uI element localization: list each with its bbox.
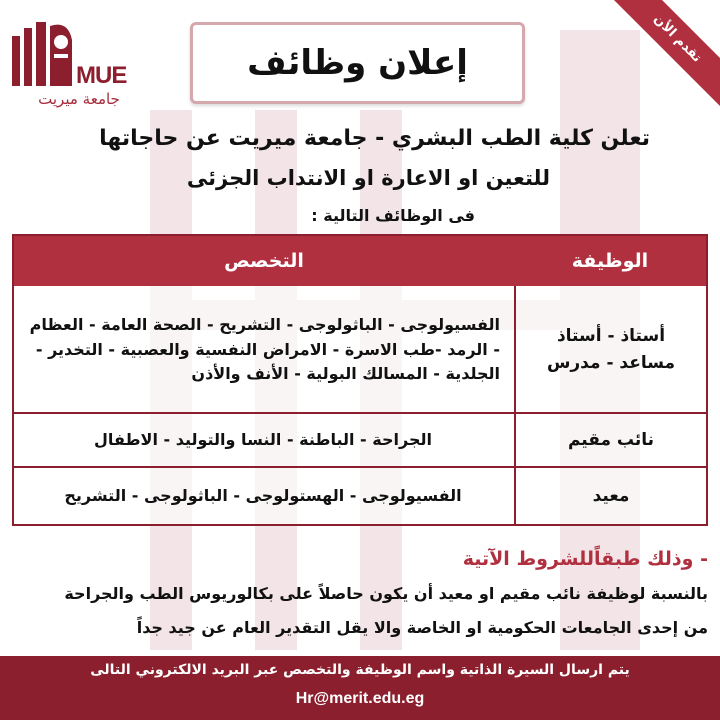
logo-emblem-icon <box>10 18 82 88</box>
conditions-title: - وذلك طبقاًللشروط الآتية <box>462 548 708 570</box>
table-cell-job: أستاذ - أستاذ مساعد - مدرس <box>546 325 676 373</box>
footer-bar <box>0 656 720 720</box>
page-title: إعلان وظائف <box>247 43 468 83</box>
corner-ribbon <box>610 0 720 110</box>
table-cell-specialty: الفسيولوجى - الباثولوجى - التشريح - الصحة العامة - العظام - الرمد -طب الاسرة - الامراض النفسية والعصبية - التخدير - الجلدية - المسالك البولية - الأنف والأذن <box>29 314 500 384</box>
jobs-table <box>12 234 708 526</box>
apply-now-ribbon: تقدم الأن <box>610 0 720 110</box>
table-cell-specialty: الفسيولوجى - الهستولوجى - الباثولوجى - التشريح <box>64 485 462 505</box>
intro-line-3: فى الوظائف التالية : <box>311 206 475 225</box>
intro-line-2: للتعين او الاعارة او الانتداب الجزئى <box>186 166 550 190</box>
title-box <box>190 22 525 104</box>
conditions-line-2: من إحدى الجامعات الحكومية او الخاصة والا يقل التقدير العام عن جيد جداً <box>136 618 708 637</box>
footer-instructions: يتم ارسال السيرة الذاتية واسم الوظيفة والتخصص عبر البريد الالكتروني التالى <box>90 662 630 678</box>
table-cell-specialty: الجراحة - الباطنة - النسا والتوليد - الاطفال <box>94 429 432 449</box>
table-header-job: الوظيفة <box>514 236 706 286</box>
logo-wordmark: MUE <box>76 62 127 89</box>
table-header-specialty: التخصص <box>14 236 516 286</box>
contact-email: Hr@merit.edu.eg <box>295 690 425 707</box>
university-logo <box>10 18 135 113</box>
intro-line-1: تعلن كلية الطب البشري - جامعة ميريت عن حاجاتها <box>99 126 650 151</box>
table-cell-job: نائب مقيم <box>567 430 655 450</box>
logo-university-name: جامعة ميريت <box>38 90 120 108</box>
conditions-line-1: بالنسبة لوظيفة نائب مقيم او معيد أن يكون حاصلاً على بكالوريوس الطب والجراحة <box>64 584 708 603</box>
table-cell-job: معيد <box>592 486 630 506</box>
